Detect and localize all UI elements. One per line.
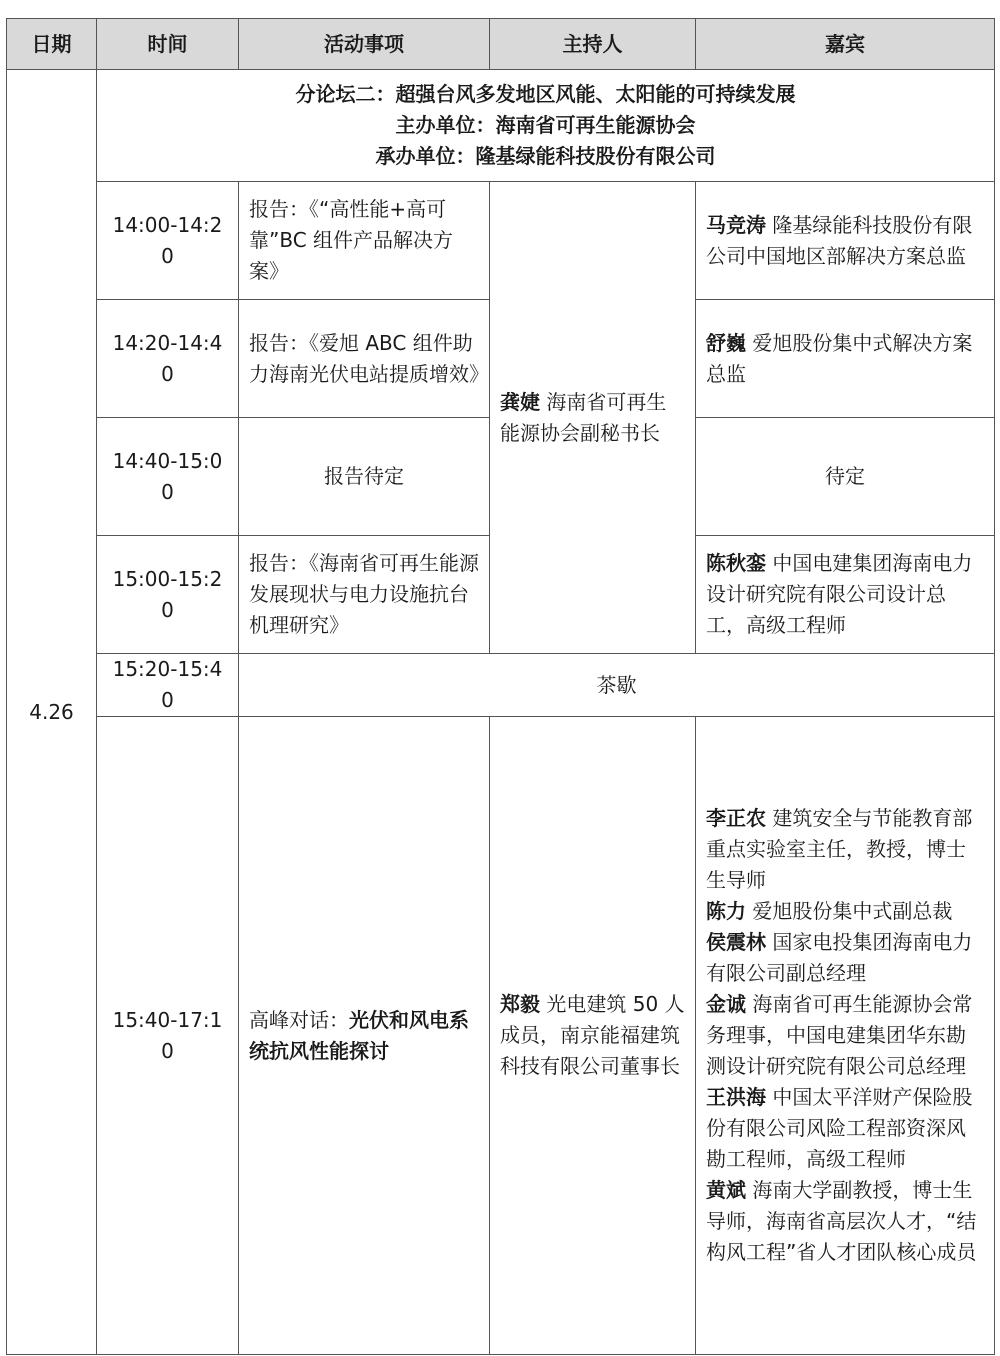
host-cell — [490, 182, 696, 654]
guest-name: 王洪海 — [706, 1085, 766, 1109]
time-cell: 14:20-14:40 — [97, 300, 239, 418]
forum-co-organizer: 承办单位：隆基绿能科技股份有限公司 — [375, 144, 716, 168]
guest-cell — [696, 300, 995, 418]
guest-name: 侯震林 — [706, 930, 766, 954]
summit-topic: 光伏和风电系统抗风性能探讨 — [249, 1007, 469, 1063]
guest-title: 爱旭股份集中式副总裁 — [752, 899, 953, 923]
list-item — [706, 896, 984, 927]
guest-name: 陈力 — [706, 899, 746, 923]
summit-prefix: 高峰对话： — [249, 1007, 349, 1032]
host-title: 海南省可再生能源协会副秘书长 — [500, 389, 667, 445]
guest-title: 国家电投集团海南电力有限公司副总经理 — [706, 930, 973, 985]
forum-organizer: 主办单位：海南省可再生能源协会 — [395, 113, 696, 137]
list-item — [706, 989, 984, 1082]
activity-cell: 报告：《海南省可再生能源发展现状与电力设施抗台机理研究》 — [239, 536, 490, 654]
list-item — [706, 1082, 984, 1175]
guest-cell: 待定 — [696, 418, 995, 536]
time-cell: 15:20-15:40 — [97, 654, 239, 717]
guest-name: 陈秋銮 — [706, 551, 766, 575]
header-row — [7, 19, 995, 70]
guest-name: 李正农 — [706, 806, 766, 830]
forum-title: 分论坛二：超强台风多发地区风能、太阳能的可持续发展 — [295, 82, 796, 106]
guest-name: 马竞涛 — [706, 212, 766, 237]
forum-heading — [97, 70, 995, 182]
header-time: 时间 — [97, 19, 239, 70]
guest-title: 建筑安全与节能教育部重点实验室主任，教授，博士生导师 — [706, 806, 973, 892]
table-row — [7, 182, 995, 300]
host-title: 光电建筑 50 人成员，南京能福建筑科技有限公司董事长 — [500, 992, 685, 1078]
guest-list-cell — [696, 717, 995, 1355]
header-guests: 嘉宾 — [696, 19, 995, 70]
time-cell: 14:00-14:20 — [97, 182, 239, 300]
list-item — [706, 803, 984, 896]
host-name: 龚婕 — [500, 389, 540, 414]
header-activity: 活动事项 — [239, 19, 490, 70]
guest-name: 黄斌 — [706, 1178, 746, 1202]
guest-title: 海南省可再生能源协会常务理事，中国电建集团华东勘测设计研究院有限公司总经理 — [706, 992, 973, 1078]
header-host: 主持人 — [490, 19, 696, 70]
activity-cell: 报告待定 — [239, 418, 490, 536]
date-cell: 4.26 — [7, 70, 97, 1355]
forum-row — [7, 70, 995, 182]
summit-row — [7, 717, 995, 1355]
activity-cell — [239, 717, 490, 1355]
schedule-table — [6, 18, 995, 1355]
guest-name: 金诚 — [706, 992, 746, 1016]
activity-cell: 报告：《爱旭 ABC 组件助力海南光伏电站提质增效》 — [239, 300, 490, 418]
time-cell: 14:40-15:00 — [97, 418, 239, 536]
break-row — [7, 654, 995, 717]
guest-title: 爱旭股份集中式解决方案总监 — [706, 330, 973, 386]
host-cell — [490, 717, 696, 1355]
break-label: 茶歇 — [239, 654, 995, 717]
host-name: 郑毅 — [500, 992, 540, 1016]
guest-title: 隆基绿能科技股份有限公司中国地区部解决方案总监 — [706, 212, 973, 268]
list-item — [706, 927, 984, 989]
guest-title: 海南大学副教授，博士生导师，海南省高层次人才，“结构风工程”省人才团队核心成员 — [706, 1178, 977, 1264]
activity-cell: 报告：《“高性能+高可靠”BC 组件产品解决方案》 — [239, 182, 490, 300]
guest-title: 中国电建集团海南电力设计研究院有限公司设计总工，高级工程师 — [706, 551, 973, 637]
guest-title: 中国太平洋财产保险股份有限公司风险工程部资深风勘工程师，高级工程师 — [706, 1085, 973, 1171]
list-item — [706, 1175, 984, 1268]
guest-name: 舒巍 — [706, 330, 746, 355]
time-cell: 15:00-15:20 — [97, 536, 239, 654]
guest-cell — [696, 182, 995, 300]
time-cell: 15:40-17:10 — [97, 717, 239, 1355]
header-date: 日期 — [7, 19, 97, 70]
guest-cell — [696, 536, 995, 654]
